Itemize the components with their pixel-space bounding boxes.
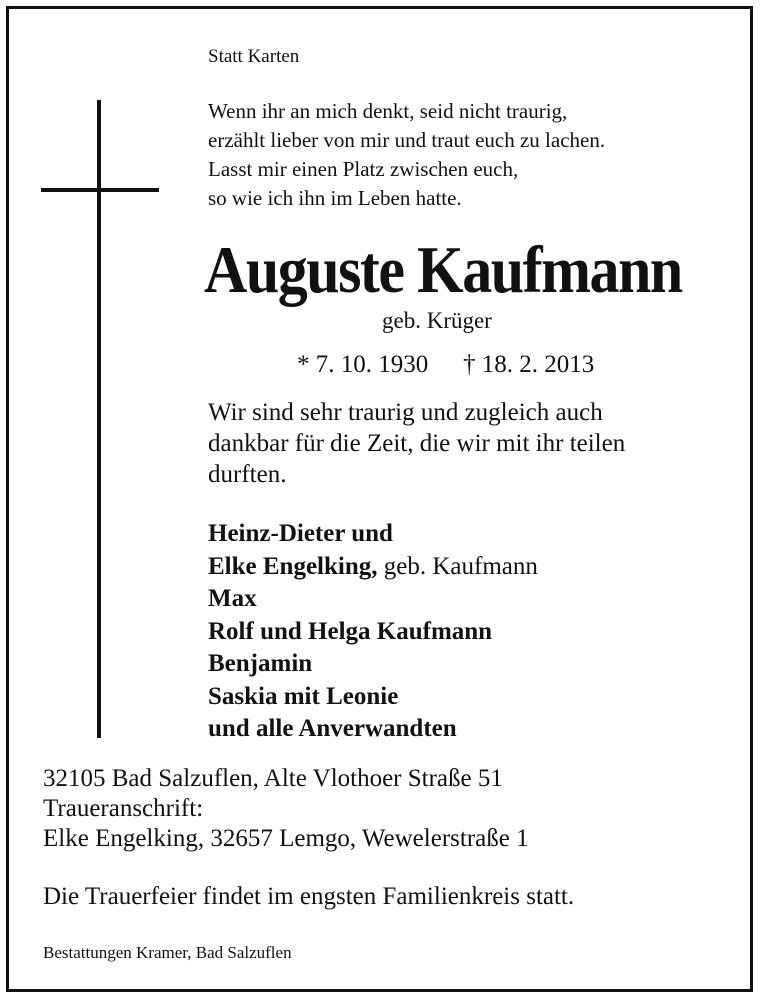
poem-line: so wie ich ihn im Leben hatte. bbox=[208, 186, 462, 210]
mourning-address-label: Traueranschrift: bbox=[43, 795, 204, 822]
family-line: Saskia mit Leonie bbox=[208, 682, 399, 710]
ceremony-note: Die Trauerfeier findet im engsten Familienkreis statt. bbox=[43, 883, 575, 910]
message-line: dankbar für die Zeit, die wir mit ihr teilen bbox=[208, 430, 626, 457]
family-line: Heinz-Dieter und bbox=[208, 520, 393, 547]
family-line: Rolf und Helga Kaufmann bbox=[208, 617, 493, 645]
poem-line: erzählt lieber von mir und traut euch zu lachen. bbox=[208, 128, 606, 152]
death-date: † 18. 2. 2013 bbox=[463, 351, 595, 378]
poem bbox=[208, 97, 605, 213]
message-line: durften. bbox=[208, 461, 287, 488]
header-text: Statt Karten bbox=[208, 46, 300, 67]
undertaker: Bestattungen Kramer, Bad Salzuflen bbox=[43, 943, 292, 962]
family-line: und alle Anverwandten bbox=[208, 715, 457, 742]
family-list bbox=[208, 518, 538, 746]
maiden-name: geb. Krüger bbox=[382, 308, 492, 333]
home-address: 32105 Bad Salzuflen, Alte Vlothoer Straße 51 bbox=[43, 765, 503, 792]
poem-line: Wenn ihr an mich denkt, seid nicht traurig, bbox=[208, 99, 568, 123]
family-name: Elke Engelking, bbox=[208, 552, 378, 580]
poem-line: Lasst mir einen Platz zwischen euch, bbox=[208, 157, 519, 181]
mourning-address: Elke Engelking, 32657 Lemgo, Wewelerstraße 1 bbox=[43, 825, 529, 852]
address-block bbox=[43, 764, 529, 854]
deceased-name: Auguste Kaufmann bbox=[204, 232, 682, 307]
birth-date: * 7. 10. 1930 bbox=[297, 351, 429, 378]
condolence-message bbox=[208, 397, 625, 490]
cross-icon bbox=[97, 100, 101, 738]
message-line: Wir sind sehr traurig und zugleich auch bbox=[208, 399, 603, 426]
cross-icon-bar bbox=[41, 188, 159, 192]
family-line bbox=[208, 551, 538, 584]
family-nee: geb. Kaufmann bbox=[377, 552, 538, 580]
family-line: Benjamin bbox=[208, 650, 313, 677]
family-line: Max bbox=[208, 585, 257, 612]
